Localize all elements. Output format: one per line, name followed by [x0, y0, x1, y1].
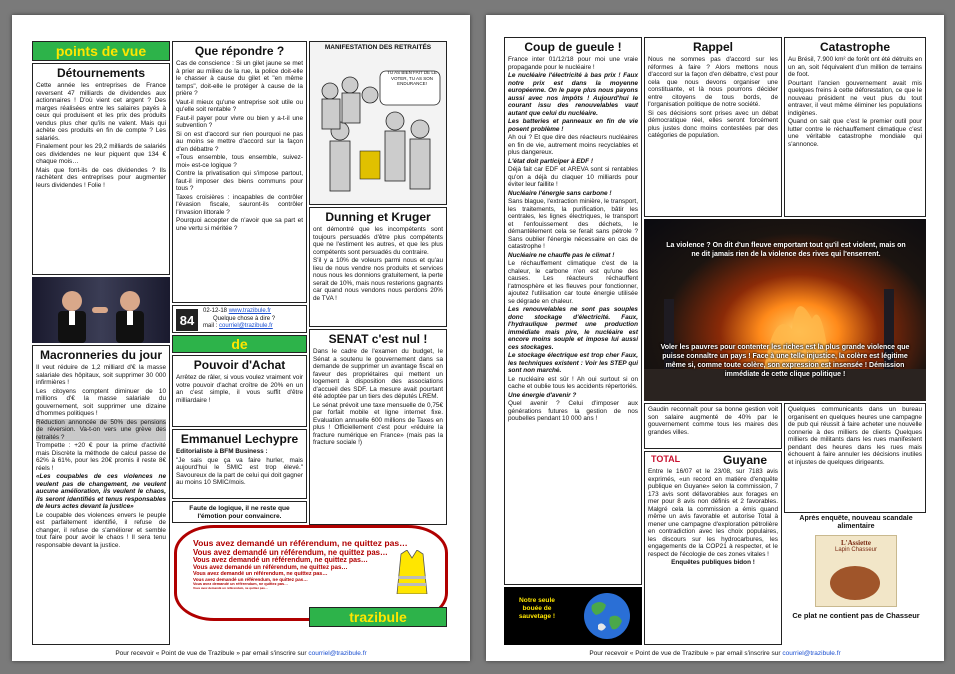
- paragraph: Les citoyens comptent diminuer de 10 millions d'€ la masse salariale du gouvernement, soit supprimer une dizaine d'hommes politiques !: [36, 387, 166, 417]
- article-title: Détournements: [56, 66, 145, 80]
- claim-paragraph: Une énergie d'avenir ?: [508, 391, 577, 399]
- article-body: [310, 348, 446, 447]
- paragraph: Ah oui ? Et que dire des réacteurs nucléaires en fin de vie, autrement moins recyclables et plus dangereux.: [508, 134, 638, 156]
- trazibule-banner: [309, 607, 447, 627]
- violence-quote-top: La violence ? On dit d'un fleuve emportant tout qu'il est violent, mais on ne dit jamais rien de la violence des rives qui l'enserrent.: [666, 242, 906, 258]
- quote-paragraph: «Les coupables de ces violences ne veulent pas de changement, ne veulent aucune amélioration, ils veulent le chaos, ils seront identifiés et tenus responsables de leurs actes devant la justice»: [36, 473, 166, 510]
- banner-label: points de vue: [55, 43, 147, 59]
- communicants-text: Quelques communicants dans un bureau organisent en quelques heures une campagne de pub qui réussit à faire acheter une nouvelle connerie à des milliers de clients Quelques milliers de militants dans les rues manifestent pendant des heures dans les rues mais échouent à faire annuler les décisions inutiles et injustes de quelques dirigeants.: [788, 406, 922, 466]
- paragraph: Le réchauffement climatique c'est de la chaleur, le carbone n'en est qu'une des causes. Les réacteurs réchauffent l'atmosphère et les fleuves pour fonctionner, ajoutez l'utilisation car toute énergie utilisée se dégrade en chaleur.: [508, 260, 638, 305]
- article-catastrophe: [784, 37, 926, 217]
- article-guyane: [644, 451, 782, 645]
- paragraph: Quel avenir ? Celui d'imposer aux générations futures la gestion de nos poubelles pendant 10 000 ans !: [508, 400, 638, 422]
- highlighted-paragraph: Réduction annoncée de 50% des pensions de réversion. Va-t-on vers une grève des retraités ?: [36, 418, 166, 441]
- de-banner: [172, 335, 307, 353]
- footer-mail-link[interactable]: courriel@trazibule.fr: [782, 650, 841, 657]
- claim-paragraph: L'état doit participer à EDF !: [508, 157, 593, 165]
- paragraph: "Je sais que ça va faire hurler, mais aujourd'hui le SMIC est trop élevé." Savoureux de la part de celui qui doit gagner au moins 10 SMIC/mois.: [176, 456, 303, 486]
- article-title: Emmanuel Lechypre: [180, 432, 299, 446]
- paragraph: Le nucléaire est sûr ! Ah oui surtout si on cache et oublie tous les accidents répertoriés.: [508, 375, 638, 390]
- article-lechypre: [172, 429, 307, 499]
- paragraph: Nous ne sommes pas d'accord sur les réformes à faire ? Alors mettons nous d'accord sur la façon d'en débattre, c'est pour cela que nous devons organiser une constituante, et là nous pourrons décider entre citoyens de tous bords, de l'organisation politique de notre société.: [648, 56, 778, 108]
- paragraph: Finalement pour les 29,2 milliards de salariés ces dividendes ne leur piquent que 134 € chaque mois…: [36, 143, 166, 165]
- article-title: Macronneries du jour: [39, 348, 163, 362]
- paragraph: Mais que font-ils de ces dividendes ? Ils rachètent des entreprises pour augmenter leurs dividendes ! Folie !: [36, 166, 166, 189]
- referendum-line: Vous avez demandé un référendum, ne quittez pas…: [193, 582, 288, 586]
- article-title: Guyane: [722, 453, 767, 467]
- paragraph: Vaut-il mieux qu'une entreprise soit utile ou qu'elle soit rentable ?: [176, 98, 303, 113]
- riot-fire-photo: [644, 219, 926, 401]
- footer-text: Pour recevoir « Point de vue de Trazibule » par email s'inscrire sur: [115, 650, 307, 657]
- referendum-line: Vous avez demandé un référendum, ne quittez pas…: [193, 571, 328, 577]
- banner-label: de: [231, 336, 248, 352]
- earth-globe-icon: [582, 591, 632, 641]
- article-body: [505, 56, 641, 423]
- article-title: Après enquête, nouveau scandale alimentaire: [799, 515, 913, 530]
- article-title: Catastrophe: [819, 40, 890, 54]
- referendum-line: Vous avez demandé un référendum, ne quittez pas…: [193, 538, 408, 548]
- paragraph: Editorialiste à BFM Business :: [176, 448, 268, 455]
- paragraph: Faut-il payer pour vivre ou bien y a-t-il une subvention ?: [176, 114, 303, 129]
- issue-number: 84: [176, 309, 198, 331]
- paragraph: S'il y a 10% de voleurs parmi nous et qu'au lieu de nous vendre nos produits et services nous nous les donnions gratuitement, la perte serait de 10%, mais nous resterions gagnants car quand nous vendons nous perdons 20% de TVA !: [313, 257, 443, 302]
- gaudin-text: Gaudin reconnaît pour sa bonne gestion voit son salaire augmenté de 40% par le gouvernement comme tous les maires des grandes villes.: [648, 406, 778, 436]
- macron-photo: [32, 277, 170, 343]
- mail-label: mail :: [203, 323, 218, 329]
- referendum-line: Vous avez demandé un référendum, ne quittez pas…: [193, 586, 268, 590]
- article-communicants: [784, 403, 926, 513]
- mail-link[interactable]: courriel@trazibule.fr: [219, 323, 273, 329]
- violence-quote-bottom: Voler les pauvres pour contenter les riches est la plus grande violence que puisse connaître un pays ! Face à une telle injustice, la colère est légitime même si, comme toute colère, son expression est insensée ! Démission immédiate de cette clique politique !: [660, 344, 910, 378]
- product-package: [815, 535, 897, 607]
- guyane-header: [645, 452, 781, 468]
- article-body: [33, 82, 169, 189]
- paragraph: Dans le cadre de l'examen du budget, le Sénat a soutenu le gouvernement dans sa demande de supprimer un avantage fiscal en faveur des propriétaires qui mettent un logement à disposition des associations d'accueil des SDF. La mesure avait pourtant été adoptée par un tiers des députés LREM.: [313, 348, 443, 400]
- article-que-repondre: [172, 41, 307, 303]
- page-footer: [12, 650, 470, 657]
- paragraph: Entre le 16/07 et le 23/08, sur 7183 avis exprimés, «un record en matière d'enquête publique en Guyane» selon la commission, 7 173 avis sont défavorables aux forages en mer pour 8 avis non définis et 2 favorables. Malgré cela la commission a émis quand même un avis favorable et autorise Total à mener une campagne d'exploration pétrolière en contradiction avec les choix populaires, les discours sur les hydrocarbures, les engagements de la COP21 à respecter, et le respect de l'écologie de ces zones vitales !: [648, 468, 778, 558]
- referendum-line: Vous avez demandé un référendum, ne quittez pas…: [193, 564, 348, 571]
- article-title: SENAT c'est nul !: [328, 332, 428, 346]
- total-logo: TOTAL: [651, 454, 681, 464]
- article-body: [785, 56, 925, 148]
- article-body: [173, 60, 306, 232]
- article-detournements: [32, 63, 170, 275]
- banner-label: trazibule: [349, 609, 407, 625]
- article-enquete: [786, 515, 926, 645]
- faute-logique-box: [172, 501, 307, 523]
- referendum-text: [193, 538, 408, 590]
- article-macronneries: [32, 345, 170, 645]
- article-title: Coup de gueule !: [524, 40, 622, 54]
- article-title: Dunning et Kruger: [325, 210, 431, 224]
- referendum-line: Vous avez demandé un référendum, ne quittez pas…: [193, 548, 388, 557]
- article-body: [173, 448, 306, 487]
- paragraph: Quand on sait que c'est le premier outil pour lutter contre le réchauffement climatique c'est une véritable catastrophe mondiale qui s'annonce.: [788, 118, 922, 148]
- paragraph: Si ces décisions sont prises avec un débat démocratique réel, elles seront forcément plus justes donc moins contestées par des catégories de population.: [648, 109, 778, 139]
- footer-mail-link[interactable]: courriel@trazibule.fr: [308, 650, 367, 657]
- paragraph: Le sénat prévoit une taxe mensuelle de 0,75€ par forfait mobile et ligne internet fixe. Evaluation annuelle 600 millions de Taxes en plus ! Officiellement c'est pour «réduire la fracture numérique en France» (mais pas la fracture sociale !): [313, 401, 443, 446]
- cartoon-retraites: [309, 41, 447, 205]
- product-brand: L'Assiette: [841, 539, 871, 547]
- referendum-line: Vous avez demandé un référendum, ne quittez pas…: [193, 557, 368, 564]
- article-senat: [309, 329, 447, 525]
- article-body: [173, 374, 306, 404]
- footer-text: Pour recevoir « Point de vue de Trazibule » par email s'inscrire sur: [589, 650, 781, 657]
- claim-paragraph: Le nucléaire l'électricité à bas prix ! Faux notre prix est dans la moyenne européenne. On le paye plus nous payons aussi avec nos impôts ! Aujourd'hui le courant issu des renouvelables vaut autant que celui du nucléaire.: [508, 72, 638, 117]
- paragraph: Pourtant l'ancien gouvernement avait mis quelques freins à cette déforestation, ce que le nouveau président ne veut plus du tout entraver, il veut même éliminer les populations indigènes.: [788, 79, 922, 117]
- paragraph: Pourquoi accepter de n'avoir que sa part et une vertu si méritée ?: [176, 217, 303, 232]
- referendum-line: Vous avez demandé un référendum, ne quittez pas…: [193, 577, 308, 582]
- article-body: [645, 56, 781, 140]
- yellow-vest-icon: [395, 550, 429, 594]
- paragraph: Le coupable des violences envers le peuple est parfaitement identifié, il refuse de changer, il refuse de s'améliorer et semble tout faire pour avoir le chaos ! Il sera tenu responsable devant la justice.: [36, 511, 166, 549]
- points-de-vue-banner: [32, 41, 170, 61]
- claim-paragraph: Les renouvelables ne sont pas souples donc stockage d'électricité. Faux, l'hydraulique permet une production immédiate mais pire, le nucléaire est encore moins souple et impose lui aussi ces stockages.: [508, 306, 638, 351]
- issue-details: [203, 308, 275, 331]
- earth-caption: Notre seule bouée de sauvetage !: [518, 597, 556, 620]
- page-footer: [486, 650, 944, 657]
- article-title: Pouvoir d'Achat: [193, 358, 286, 372]
- claim-paragraph: Nucléaire l'énergie sans carbone !: [508, 189, 612, 197]
- newsletter-page-right: [486, 15, 944, 661]
- portrait-silhouettes: [32, 277, 170, 343]
- claim-paragraph: Les batteries et panneaux en fin de vie posent problème !: [508, 118, 638, 133]
- conclusion-paragraph: Enquêtes publiques bidon !: [671, 559, 755, 566]
- product-name: Lapin Chasseur: [834, 547, 878, 553]
- paragraph: Au Brésil, 7.900 km² de forêt ont été détruits en un an, soit l'équivalent d'un million de terrains de foot.: [788, 56, 922, 78]
- article-title: Rappel: [692, 40, 733, 54]
- issue-tagline: Quelque chose à dire ?: [213, 315, 276, 322]
- speech-bubble: TU AS BIEN FAIT DE LE VOTER, TU AS SON ENDURANCE!: [387, 70, 437, 86]
- paragraph: Il veut réduire de 1,2 milliard d'€ la masse salariale des hôpitaux, soit supprimer 30 000 infirmières !: [36, 364, 166, 386]
- claim-paragraph: Nucléaire ne chauffe pas le climat !: [508, 251, 615, 259]
- paragraph: Taxes croisières : incapables de contrôler l'évasion fiscale, sauront-ils contrôler l'invasion littorale ?: [176, 193, 303, 216]
- claim-paragraph: Le stockage électrique est trop cher Faux, les techniques existent : Voir les STEP qui sont non marché.: [508, 352, 638, 374]
- paragraph: Trompette : +20 € pour la prime d'activité mais Discrète la méthode de calcul passe de 62% à 61%, pour les 20€ promis il reste 8€ réels !: [36, 442, 166, 472]
- dish-image: [830, 566, 880, 600]
- article-rappel: [644, 37, 782, 217]
- paragraph: Sans blague, l'extraction minière, le transport, les traitements, la purification, bâtir les centrales, les lignes électriques, le transport et l'enfouissement des déchets, le démantèlement cela se ferait sans pétrole ? Sans oublier l'énergie nécessaire en cas de catastrophe !: [508, 198, 638, 250]
- issue-info: [172, 305, 307, 333]
- site-link[interactable]: www.trazibule.fr: [228, 308, 272, 314]
- product-caption: Ce plat ne contient pas de Chasseur: [792, 611, 920, 620]
- article-gaudin: [644, 403, 782, 449]
- paragraph: ont démontré que les incompétents sont toujours persuadés d'être plus compétents que ne l'estiment les autres, et que les plus compétents sont persuadés du contraire.: [313, 226, 443, 256]
- paragraph: Déjà fait car EDF et AREVA sont si rentables qu'on a déjà du claquer 10 milliards pour éviter leur faillite !: [508, 166, 638, 188]
- paragraph: Cette année les entreprises de France reversent 47 milliards de dividendes aux actionnaires ! D'où vient cet argent ? Des marges réalisées entre les salaires payés à ceux qui produisent et les prix des produits vendus plus cher qu'ils ne valent. Mais qui achète ces produits en fin de compte ? Les salariés.: [36, 82, 166, 142]
- paragraph: «Tous ensemble, tous ensemble, suivez-moi» est-ce logique ?: [176, 154, 303, 169]
- article-body: [645, 468, 781, 567]
- faute-text: Faute de logique, il ne reste que l'émotion pour convaincre.: [189, 505, 290, 520]
- article-pouvoir-achat: [172, 355, 307, 427]
- article-title: Que répondre ?: [194, 44, 285, 58]
- newsletter-page-left: [12, 15, 470, 661]
- article-coup-de-gueule: [504, 37, 642, 585]
- paragraph: Contre la privatisation qui s'impose partout, faut-il imposer des biens communs pour tous ?: [176, 170, 303, 192]
- earth-image: [504, 587, 642, 645]
- paragraph: Si on est d'accord sur rien pourquoi ne pas au moins se mettre d'accord sur la façon d'en débattre ?: [176, 130, 303, 153]
- paragraph: Cas de conscience : Si un gilet jaune se met à prier au milieu de la rue, la police doit-elle le chasser à cause du gilet et "en même temps", doit-elle le protéger à cause de la prière ?: [176, 60, 303, 97]
- cartoon-caption: MANIFESTATION DES RETRAITÉS: [324, 44, 432, 51]
- paragraph: Arrêtez de râler, si vous voulez vraiment voir votre pouvoir d'achat croître de 20% en un an c'est simple, il vous suffit d'être milliardaire !: [176, 374, 303, 404]
- article-body: [33, 364, 169, 549]
- paragraph: France inter 01/12/18 pour moi une vraie propagande pour le nucléaire !: [508, 56, 638, 71]
- issue-date: 02-12-18: [203, 308, 228, 314]
- article-dunning-kruger: [309, 207, 447, 327]
- article-body: [310, 226, 446, 302]
